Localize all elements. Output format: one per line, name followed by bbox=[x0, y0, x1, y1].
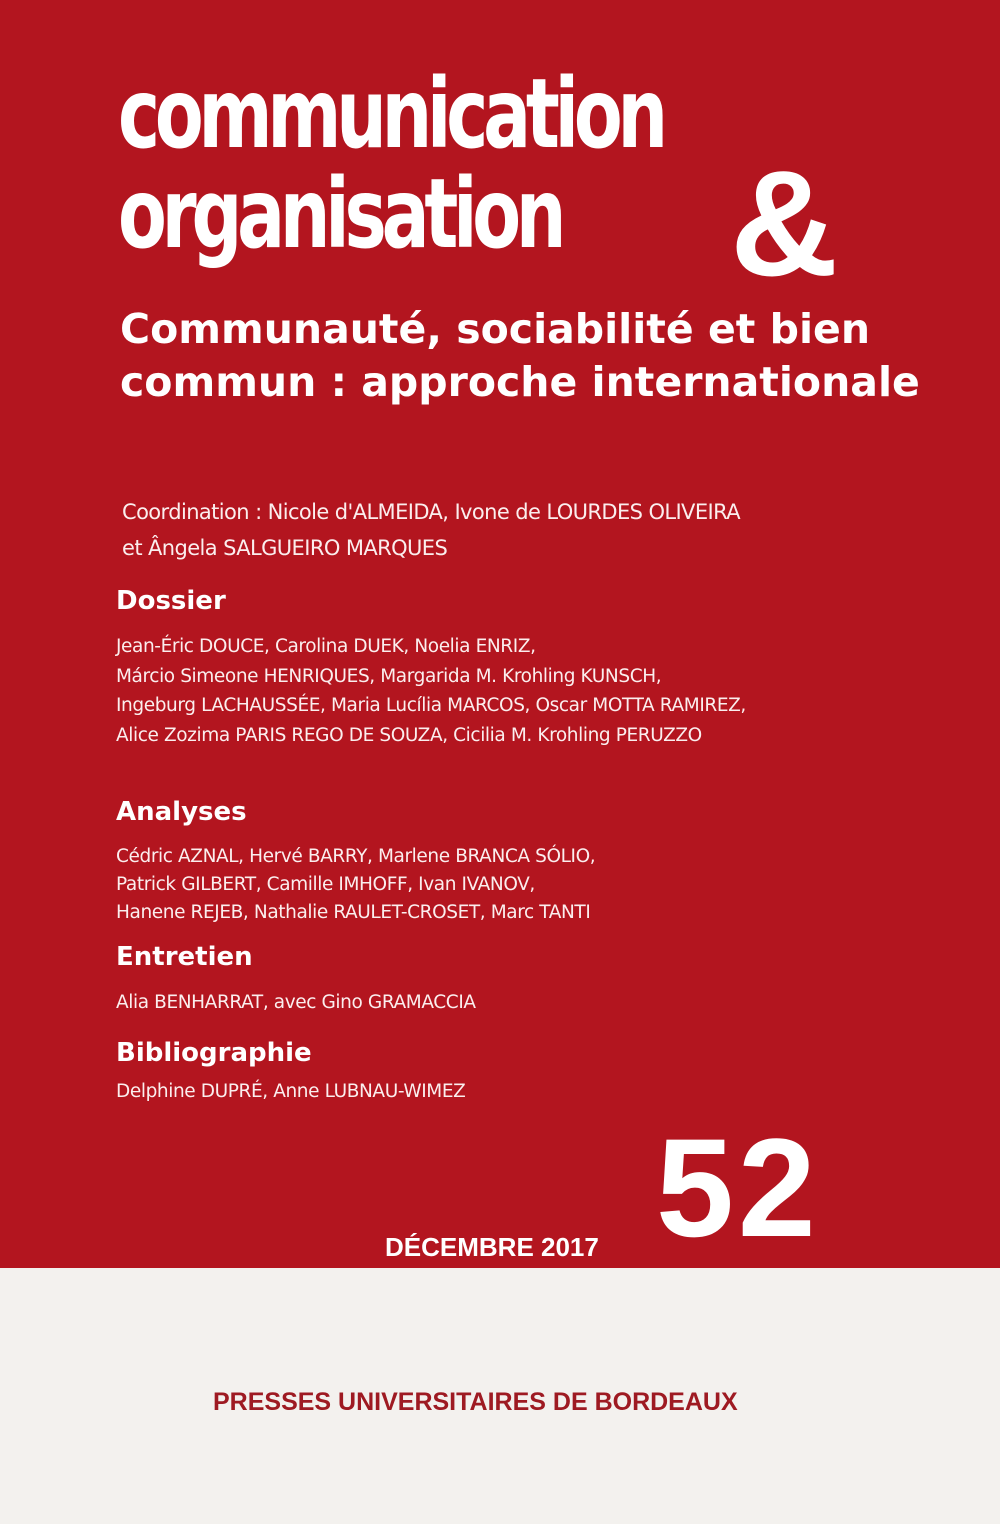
author-line: Hanene REJEB, Nathalie RAULET-CROSET, Marc TANTI bbox=[116, 902, 591, 923]
issue-date: DÉCEMBRE 2017 bbox=[385, 1232, 599, 1262]
section-heading-entretien: Entretien bbox=[116, 942, 253, 972]
author-line: Alia BENHARRAT, avec Gino GRAMACCIA bbox=[116, 992, 476, 1013]
section-authors-analyses bbox=[116, 843, 595, 927]
logo-ampersand: & bbox=[730, 139, 839, 307]
author-line: Cédric AZNAL, Hervé BARRY, Marlene BRANCA SÓLIO, bbox=[116, 846, 596, 867]
issue-number: 52 bbox=[656, 1109, 820, 1266]
author-line: Ingeburg LACHAUSSÉE, Maria Lucília MARCOS, Oscar MOTTA RAMIREZ, bbox=[116, 695, 746, 716]
section-authors-entretien bbox=[116, 988, 476, 1018]
section-authors-dossier bbox=[116, 632, 746, 750]
section-heading-analyses: Analyses bbox=[116, 797, 247, 827]
coordination-line: Coordination : Nicole d'ALMEIDA, Ivone de LOURDES OLIVEIRA bbox=[122, 500, 740, 524]
logo-line-organisation: organisation bbox=[118, 158, 562, 270]
section-authors-bibliographie bbox=[116, 1077, 465, 1107]
author-line: Márcio Simeone HENRIQUES, Margarida M. Krohling KUNSCH, bbox=[116, 665, 662, 687]
author-line: Alice Zozima PARIS REGO DE SOUZA, Cicilia M. Krohling PERUZZO bbox=[116, 724, 702, 746]
publisher: PRESSES UNIVERSITAIRES DE BORDEAUX bbox=[213, 1388, 738, 1416]
author-line: Jean-Éric DOUCE, Carolina DUEK, Noelia ENRIZ, bbox=[116, 636, 536, 657]
coordination-line: et Ângela SALGUEIRO MARQUES bbox=[122, 536, 448, 560]
author-line: Delphine DUPRÉ, Anne LUBNAU-WIMEZ bbox=[116, 1081, 466, 1102]
author-line: Patrick GILBERT, Camille IMHOFF, Ivan IVANOV, bbox=[116, 874, 535, 895]
issue-title: Communauté, sociabilité et bien commun : approche internationale bbox=[120, 305, 920, 406]
section-heading-bibliographie: Bibliographie bbox=[116, 1038, 312, 1068]
logo-line-communication: communication bbox=[118, 58, 663, 170]
section-heading-dossier: Dossier bbox=[116, 586, 226, 616]
coordination bbox=[122, 494, 740, 566]
